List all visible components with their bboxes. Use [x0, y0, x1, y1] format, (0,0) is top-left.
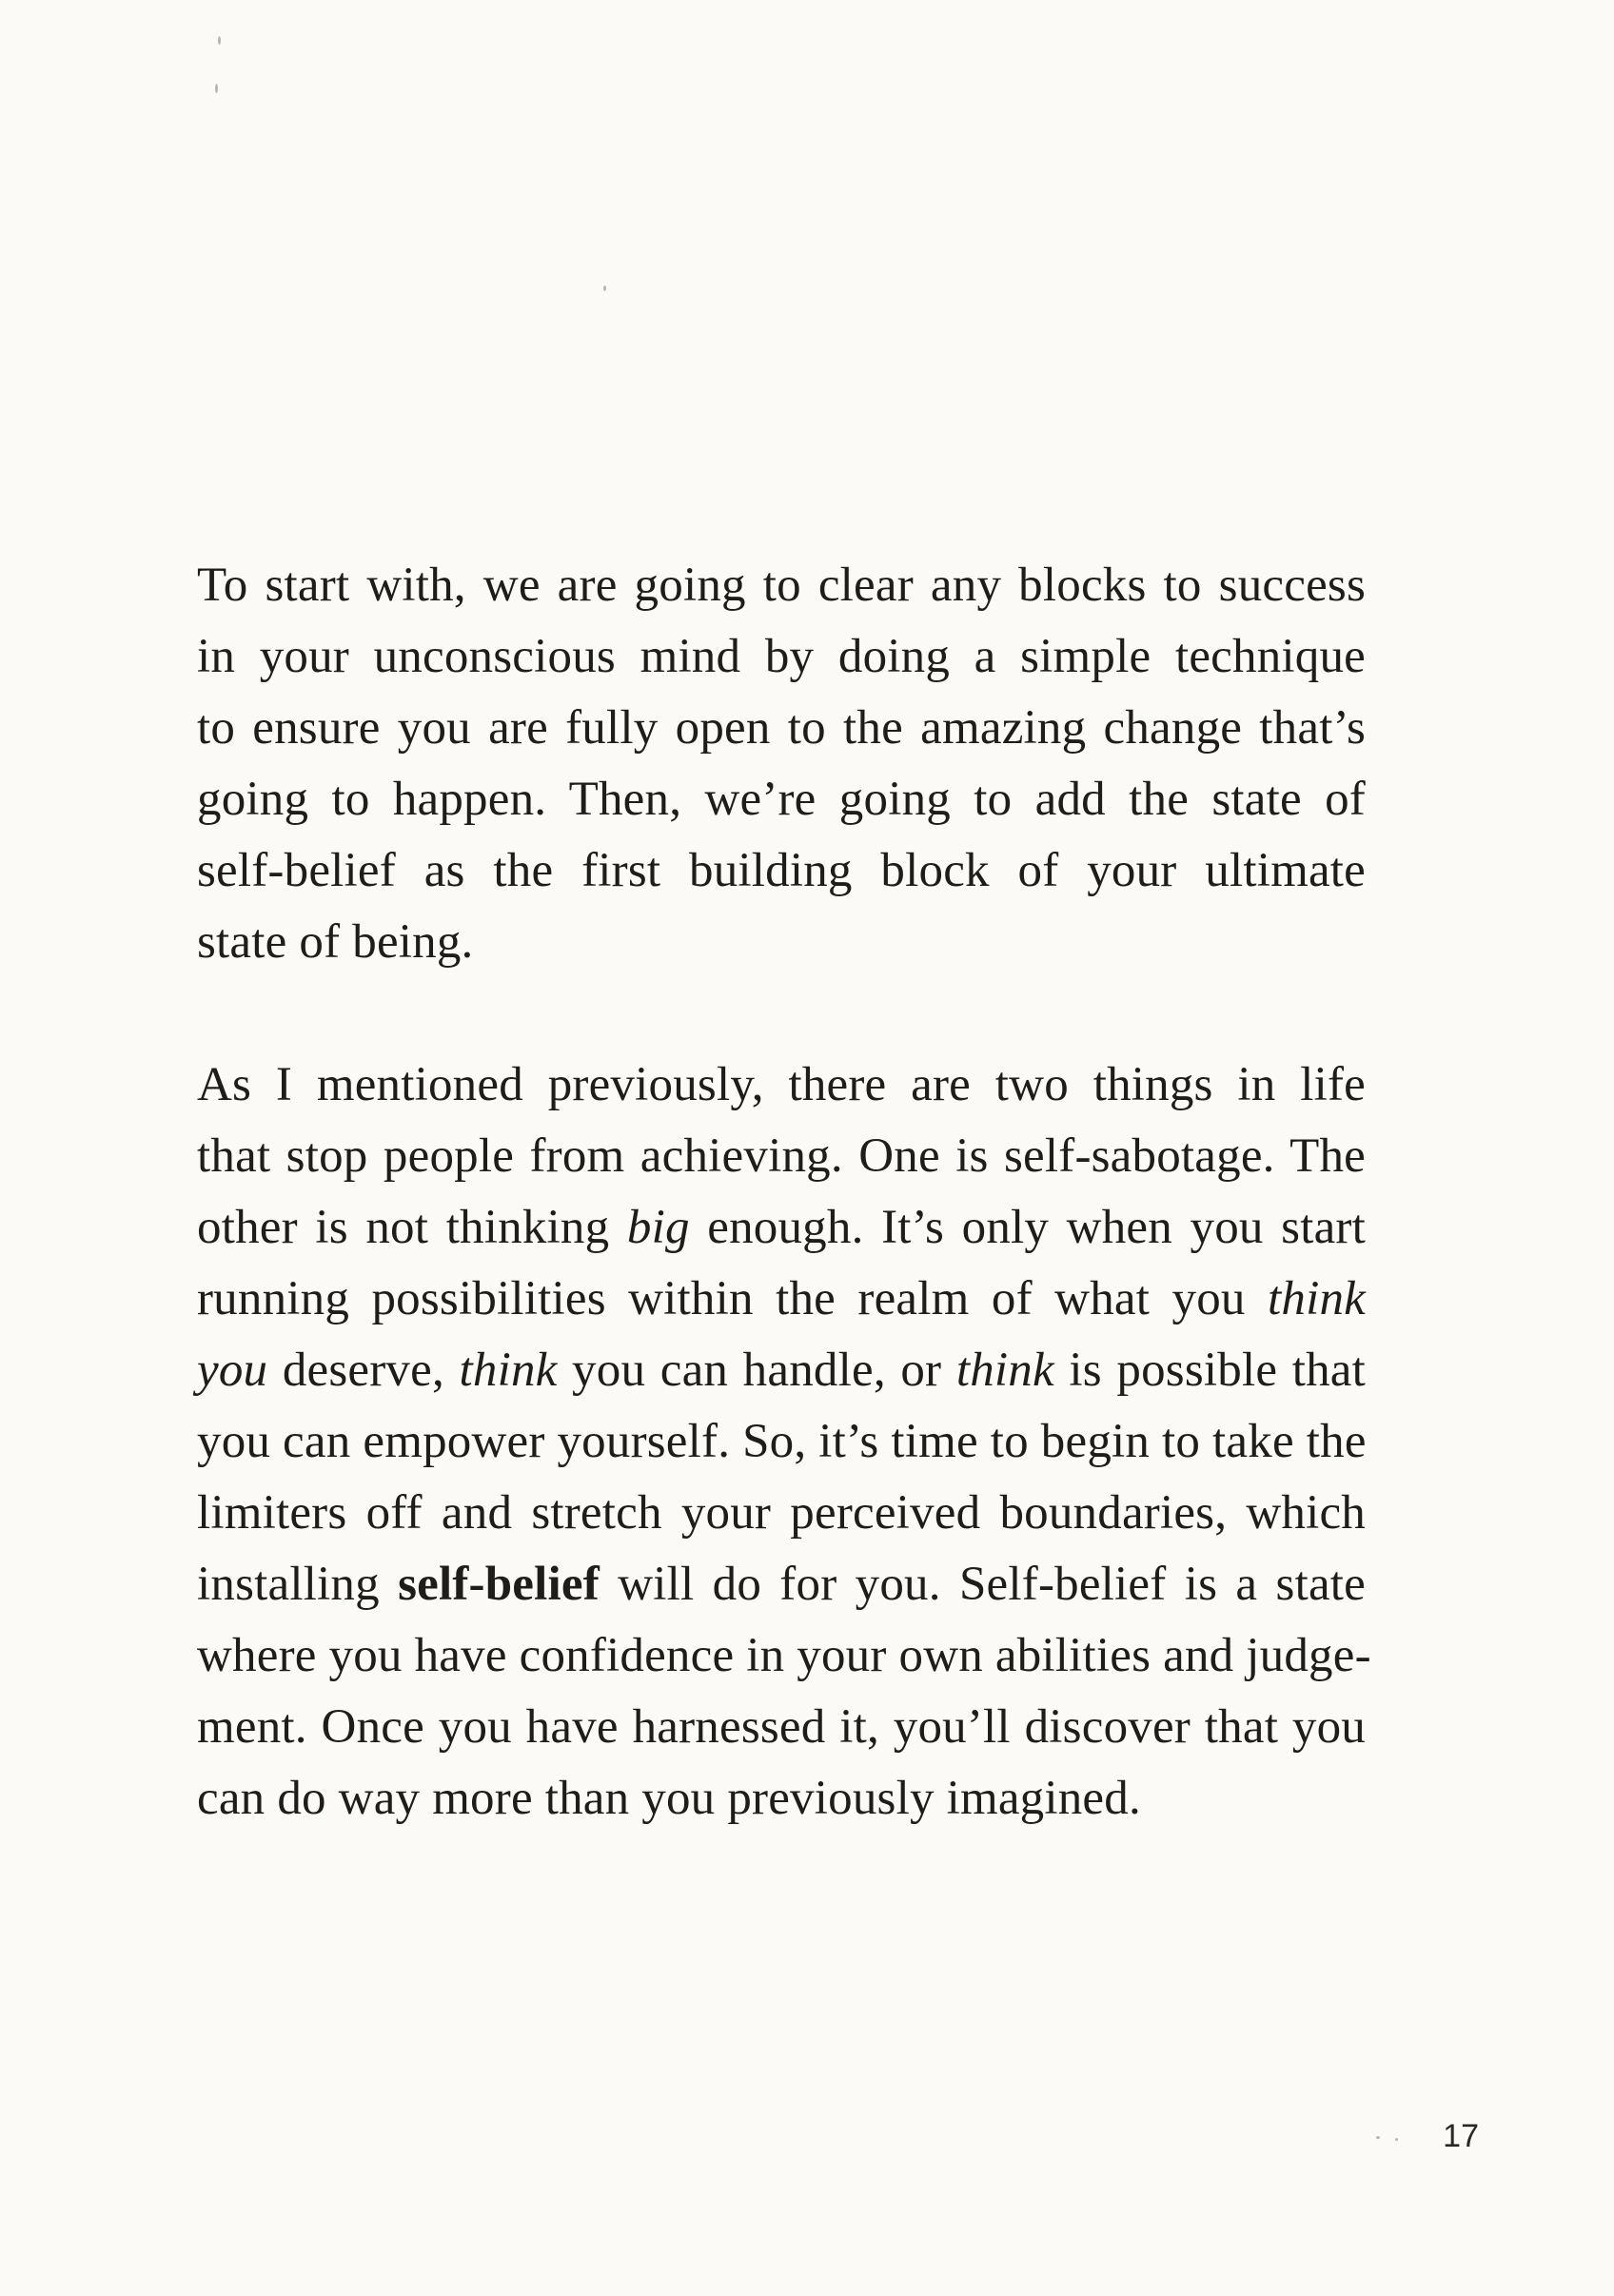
- text-run: going to happen. Then, we’re going to add the state of: [197, 773, 1366, 826]
- text-run: you can handle, or: [557, 1344, 956, 1397]
- text-line: [197, 1264, 1366, 1335]
- text-run: installing: [197, 1558, 399, 1611]
- text-line: [197, 835, 1366, 907]
- text-run: enough. It’s only when you start: [689, 1201, 1366, 1254]
- text-line: [197, 1692, 1366, 1763]
- text-line: [197, 764, 1366, 835]
- text-run: state of being.: [197, 915, 474, 969]
- emphasis-text: you: [197, 1344, 268, 1397]
- text-run: you can empower yourself. So, it’s time to begin to take the: [197, 1415, 1367, 1468]
- text-run: in your unconscious mind by doing a simple technique: [197, 630, 1366, 683]
- text-line: [197, 1050, 1366, 1121]
- text-line: [197, 1478, 1366, 1549]
- text-run: will do for you. Self-belief is a state: [599, 1558, 1366, 1611]
- text-run: other is not thinking: [197, 1201, 627, 1254]
- text-line: [197, 1620, 1371, 1692]
- text-line: [197, 621, 1366, 693]
- text-run: limiters off and stretch your perceived boundaries, which: [197, 1486, 1366, 1540]
- text-run: to ensure you are fully open to the amazing change that’s: [197, 701, 1366, 755]
- text-line: [197, 693, 1366, 764]
- text-line: [197, 1549, 1366, 1620]
- text-line: [197, 550, 1366, 621]
- text-run: As I mentioned previously, there are two things in life: [197, 1058, 1366, 1111]
- text-run: ment. Once you have harnessed it, you’ll discover that you: [197, 1700, 1366, 1754]
- paragraph-intro: [197, 550, 1366, 978]
- text-run: self-belief as the first building block of your ultimate: [197, 844, 1366, 897]
- text-line: [197, 907, 1366, 978]
- text-run: To start with, we are going to clear any blocks to success: [197, 559, 1366, 612]
- text-line: [197, 1406, 1366, 1478]
- text-line: [197, 1121, 1366, 1192]
- emphasis-text: big: [626, 1201, 690, 1254]
- text-run: is possible that: [1053, 1344, 1367, 1397]
- text-run: that stop people from achieving. One is self-sabotage. The: [197, 1129, 1366, 1183]
- text-line: [197, 1763, 1366, 1835]
- paragraph-self-belief: [197, 1050, 1371, 1835]
- text-run: where you have confidence in your own abilities and judge-: [197, 1629, 1371, 1682]
- text-run: running possibilities within the realm of what you: [197, 1272, 1269, 1325]
- text-line: [197, 1192, 1366, 1264]
- text-line: [197, 1335, 1366, 1406]
- text-run: deserve,: [267, 1344, 460, 1397]
- emphasis-text: think: [459, 1344, 558, 1397]
- emphasis-text: think: [955, 1344, 1054, 1397]
- page-number: 17: [1443, 2118, 1479, 2154]
- emphasis-text: think: [1268, 1272, 1366, 1325]
- text-run: can do way more than you previously imagined.: [197, 1772, 1141, 1825]
- bold-text: self-belief: [398, 1558, 600, 1611]
